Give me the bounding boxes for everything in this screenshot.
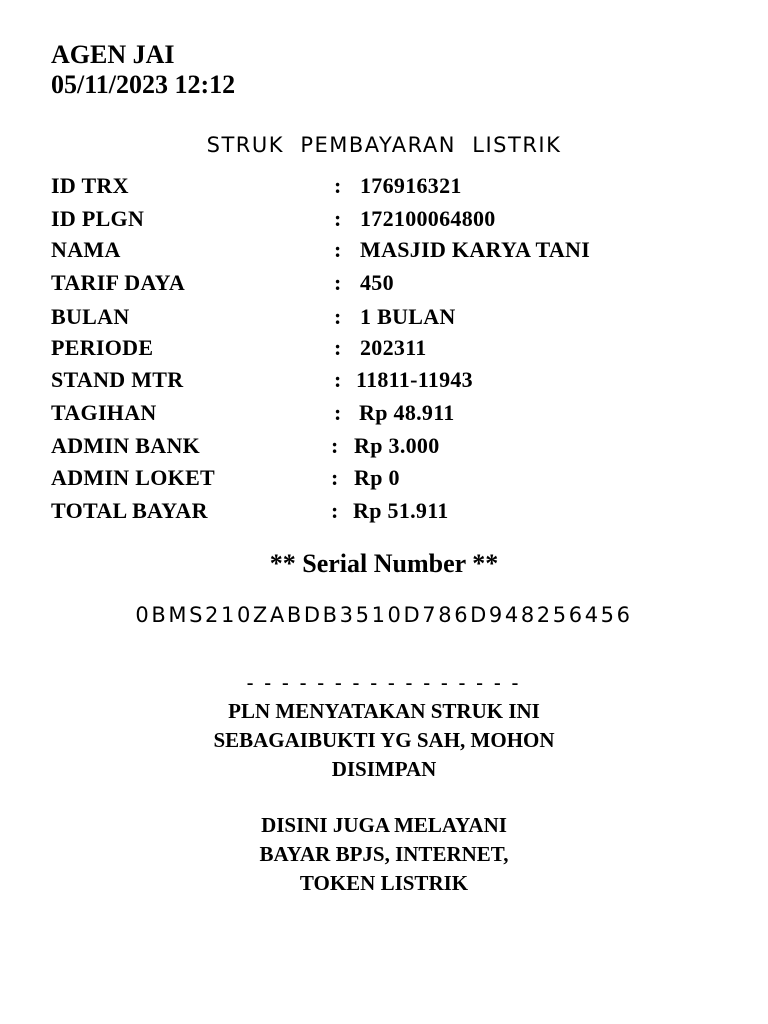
notice-line: DISIMPAN: [331, 757, 437, 781]
detail-separator: :: [334, 367, 342, 392]
promo-line: BAYAR BPJS, INTERNET,: [259, 842, 509, 866]
detail-value: 172100064800: [360, 206, 496, 231]
detail-label: TOTAL BAYAR: [51, 498, 208, 523]
detail-label: TAGIHAN: [51, 400, 157, 425]
notice-line: PLN MENYATAKAN STRUK INI: [228, 699, 540, 723]
detail-label: NAMA: [51, 237, 121, 262]
detail-separator: :: [331, 465, 339, 490]
serial-number-value: 0BMS210ZABDB3510D786D948256456: [135, 603, 633, 627]
receipt-title: STRUK PEMBAYARAN LISTRIK: [206, 133, 562, 157]
detail-separator: :: [334, 237, 342, 262]
detail-label: PERIODE: [51, 335, 154, 360]
transaction-datetime: 05/11/2023 12:12: [51, 70, 236, 99]
promo-line: DISINI JUGA MELAYANI: [261, 813, 507, 837]
detail-value: Rp 51.911: [353, 498, 449, 523]
detail-separator: :: [334, 335, 342, 360]
detail-separator: :: [331, 498, 339, 523]
serial-number-heading: ** Serial Number **: [269, 549, 499, 578]
validity-notice: [0, 697, 768, 784]
receipt-header: [51, 40, 235, 100]
detail-value: 11811-11943: [356, 367, 473, 392]
detail-label: ID TRX: [51, 173, 129, 198]
detail-label: ADMIN BANK: [51, 433, 201, 458]
detail-separator: :: [334, 206, 342, 231]
detail-label: BULAN: [51, 304, 130, 329]
detail-separator: :: [334, 270, 342, 295]
detail-value: 176916321: [360, 173, 462, 198]
detail-label: STAND MTR: [51, 367, 184, 392]
promo-line: TOKEN LISTRIK: [299, 871, 469, 895]
detail-label: TARIF DAYA: [51, 270, 186, 295]
dashed-divider: - - - - - - - - - - - - - - - -: [246, 672, 522, 694]
detail-value: 202311: [360, 335, 427, 360]
services-promo: [0, 811, 768, 898]
detail-value: Rp 48.911: [359, 400, 455, 425]
agent-name: AGEN JAI: [51, 40, 175, 69]
notice-line: SEBAGAIBUKTI YG SAH, MOHON: [213, 728, 555, 752]
detail-value: 1 BULAN: [360, 304, 456, 329]
detail-separator: :: [334, 400, 342, 425]
detail-value: Rp 0: [354, 465, 400, 490]
detail-separator: :: [331, 433, 339, 458]
detail-value: 450: [360, 270, 394, 295]
detail-value: MASJID KARYA TANI: [360, 237, 591, 262]
detail-label: ID PLGN: [51, 206, 145, 231]
detail-separator: :: [334, 304, 342, 329]
detail-label: ADMIN LOKET: [51, 465, 216, 490]
detail-separator: :: [334, 173, 342, 198]
detail-value: Rp 3.000: [354, 433, 440, 458]
